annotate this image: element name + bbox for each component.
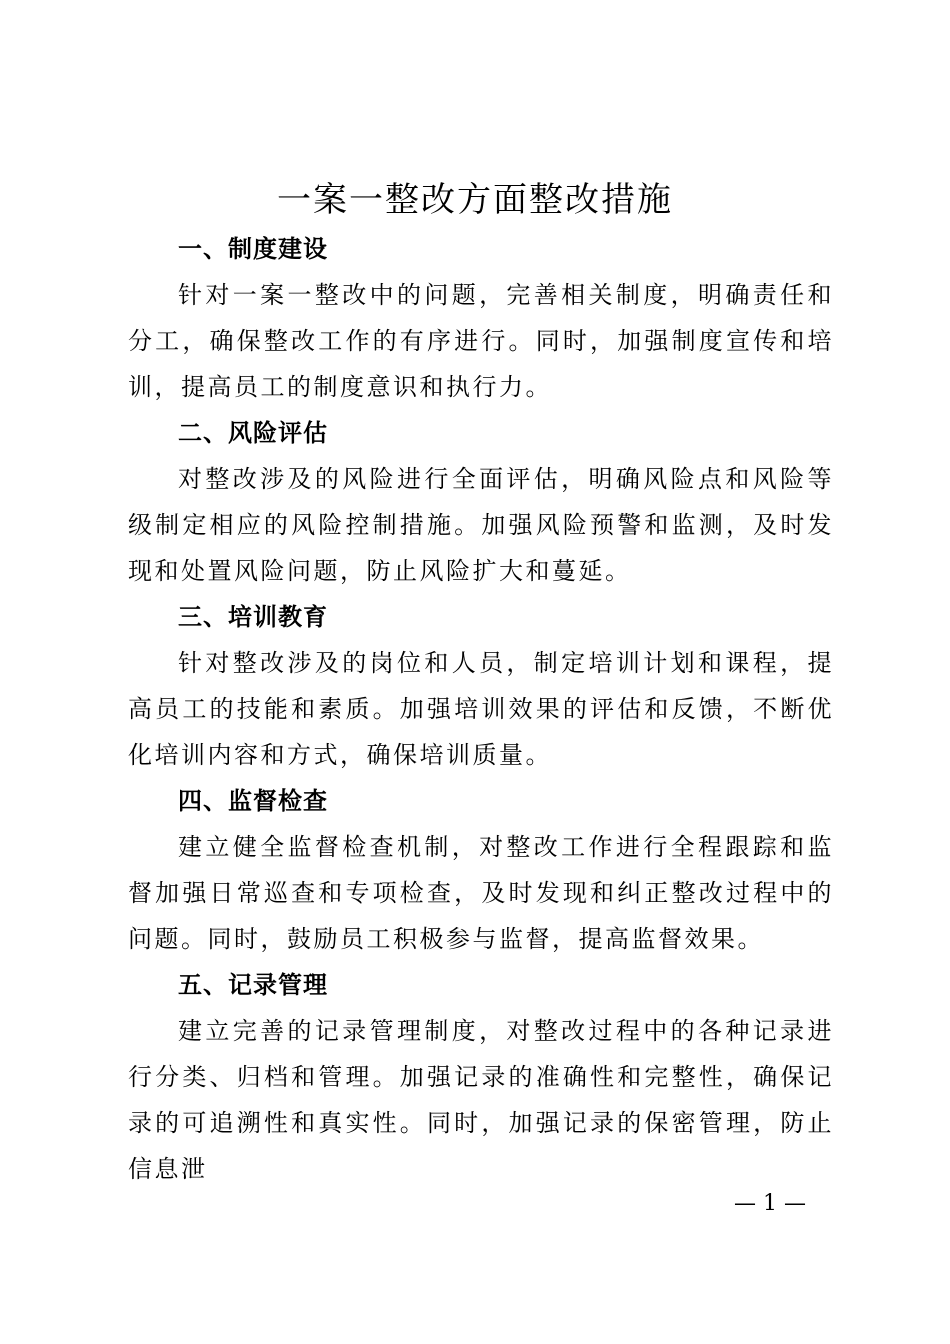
document-body <box>128 226 834 1192</box>
section-heading-system-building: 一、制度建设 <box>178 235 328 263</box>
section-heading-risk-assessment: 二、风险评估 <box>178 419 328 447</box>
section-heading-training-education: 三、培训教育 <box>178 603 328 631</box>
section-body-training-education: 针对整改涉及的岗位和人员，制定培训计划和课程，提高员工的技能和素质。加强培训效果的评估和反馈，不断优化培训内容和方式，确保培训质量。 <box>128 649 834 769</box>
page-title: 一案一整改方面整改措施 <box>277 180 673 220</box>
section-heading-record-management: 五、记录管理 <box>178 971 328 999</box>
section-body-record-management: 建立完善的记录管理制度，对整改过程中的各种记录进行分类、归档和管理。加强记录的准确性和完整性，确保记录的可追溯性和真实性。同时，加强记录的保密管理，防止信息泄 <box>128 1017 834 1183</box>
section-body-supervision-inspection: 建立健全监督检查机制，对整改工作进行全程跟踪和监督加强日常巡查和专项检查，及时发现和纠正整改过程中的问题。同时，鼓励员工积极参与监督，提高监督效果。 <box>128 833 834 953</box>
section-heading-supervision-inspection: 四、监督检查 <box>178 787 328 815</box>
section-body-system-building: 针对一案一整改中的问题，完善相关制度，明确责任和分工，确保整改工作的有序进行。同时，加强制度宣传和培训，提高员工的制度意识和执行力。 <box>128 281 834 401</box>
page-number: — 1 — <box>734 1191 806 1216</box>
section-body-risk-assessment: 对整改涉及的风险进行全面评估，明确风险点和风险等级制定相应的风险控制措施。加强风险预警和监测，及时发现和处置风险问题，防止风险扩大和蔓延。 <box>128 465 834 585</box>
